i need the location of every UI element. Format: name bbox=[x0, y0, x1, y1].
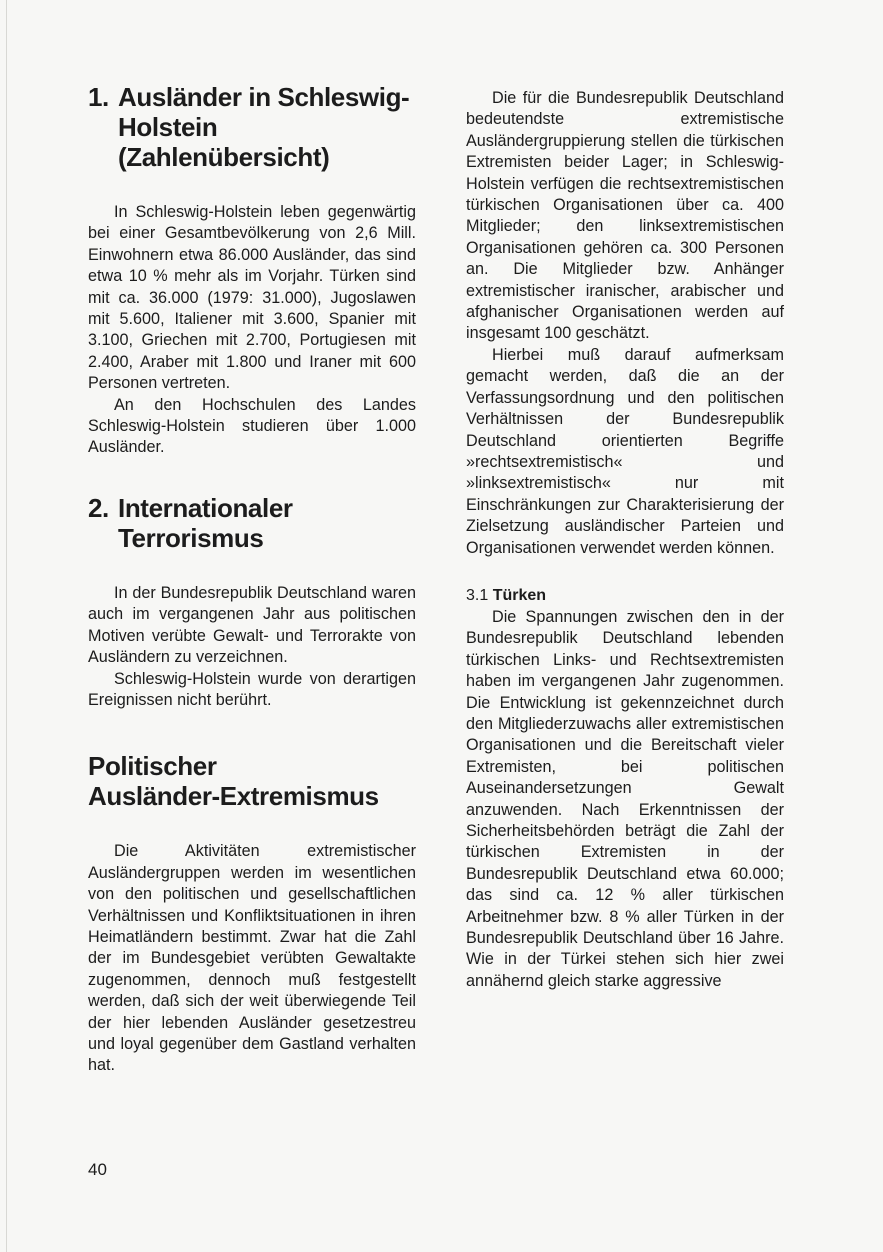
section-title: Internationaler Terrorismus bbox=[118, 492, 293, 553]
subsection-title: Türken bbox=[492, 586, 547, 604]
section-heading-terrorismus bbox=[88, 493, 416, 553]
subsection-number: 3.1 bbox=[466, 586, 489, 604]
subsection-heading-tuerken bbox=[466, 585, 784, 607]
left-column bbox=[88, 82, 416, 1077]
section-heading-auslaender bbox=[88, 82, 416, 172]
page-number: 40 bbox=[88, 1160, 107, 1179]
paragraph: An den Hochschulen des Landes Schleswig-Holstein studieren über 1.000 Ausländer. bbox=[88, 395, 416, 457]
paragraph: In der Bundesrepublik Deutschland waren auch im vergangenen Jahr aus politischen Motiven verübte Gewalt- und Terrorakte von Ausländern zu verzeichnen. bbox=[88, 583, 416, 667]
section-number: 1. bbox=[88, 82, 109, 112]
paragraph: In Schleswig-Holstein leben gegenwärtig bei einer Gesamtbevölkerung von 2,6 Mill. Einwohnern etwa 86.000 Ausländer, das sind etwa 10 % mehr als im Vorjahr. Türken sind mit ca. 36.000 (1979: 31.000), Jugoslawen mit 5.600, Italiener mit 3.600, Spanier mit 3.100, Griechen mit 2.700, Portugiesen mit 2.400, Araber mit 1.800 und Iraner mit 600 Personen vertreten. bbox=[88, 203, 416, 393]
section-number: 2. bbox=[88, 492, 109, 523]
paragraph: Hierbei muß darauf aufmerksam gemacht werden, daß die an der Verfassungsordnung und den politischen Verhältnissen der Bundesrepublik Deutschland orientierten Begriffe »rechtsextremistisch« und »linksextremistisch« nur mit Einschränkungen zur Charakterisierung der Zielsetzung ausländischer Parteien und Organisationen verwendet werden können. bbox=[466, 345, 784, 557]
paragraph: Schleswig-Holstein wurde von derartigen Ereignissen nicht berührt. bbox=[88, 669, 416, 709]
scan-edge-line bbox=[6, 0, 7, 1252]
section-title-line2: Ausländer-Extremismus bbox=[88, 781, 379, 812]
right-column bbox=[466, 88, 784, 992]
section-title-line1: Politischer bbox=[88, 751, 217, 782]
paragraph: Die Aktivitäten extremistischer Ausländergruppen werden im wesentlichen von den politischen und gesellschaftlichen Verhältnissen und Konfliktsituationen in ihren Heimatländern bestimmt. Zwar hat die Zahl der im Bundesgebiet verübten Gewaltakte zugenommen, dennoch muß festgestellt werden, daß sich der weit überwiegende Teil der hier lebenden Ausländer gesetzestreu und loyal gegenüber dem Gastland verhalten hat. bbox=[88, 842, 416, 1075]
paragraph: Die Spannungen zwischen den in der Bundesrepublik Deutschland lebenden türkischen Links- und Rechtsextremisten haben im vergangenen Jahr zugenommen. Die Entwicklung ist gekennzeichnet durch den Mitgliederzuwachs aller extremistischen Organisationen und die Bereitschaft vieler Extremisten, bei politischen Auseinandersetzungen Gewalt anzuwenden. Nach Erkenntnissen der Sicherheitsbehörden beträgt die Zahl der türkischen Extremisten in der Bundesrepublik Deutschland etwa 60.000; das sind ca. 12 % aller türkischen Arbeitnehmer bzw. 8 % aller Türken in der Bundesrepublik Deutschland über 16 Jahre. Wie in der Türkei stehen sich hier zwei annähernd gleich starke aggressive bbox=[466, 607, 784, 990]
section-title: Ausländer in Schleswig-Holstein (Zahlenübersicht) bbox=[118, 82, 410, 172]
section-heading-extremismus bbox=[88, 751, 416, 811]
paragraph: Die für die Bundesrepublik Deutschland bedeutendste extremistische Ausländergruppierung stellen die türkischen Extremisten beider Lager; in Schleswig-Holstein verfügen die rechtsextremistischen türkischen Organisationen über ca. 400 Mitglieder; den linksextremistischen Organisationen gehören ca. 300 Personen an. Die Mitglieder bzw. Anhänger extremistischer iranischer, arabischer und afghanischer Organisationen werden auf insgesamt 100 geschätzt. bbox=[466, 89, 784, 343]
